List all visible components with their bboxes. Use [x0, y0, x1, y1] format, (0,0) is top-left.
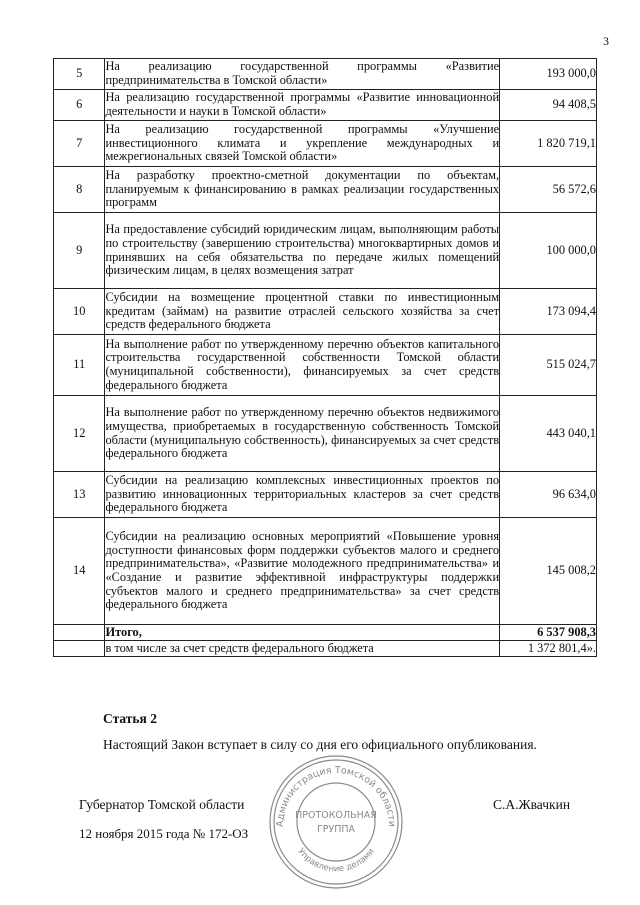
- row-amount: 173 094,4: [500, 289, 597, 335]
- table-row: [54, 396, 597, 472]
- budget-table: [53, 58, 597, 657]
- signer-name: С.А.Жвачкин: [493, 797, 571, 812]
- row-amount: 56 572,6: [500, 167, 597, 213]
- row-description: На выполнение работ по утвержденному перечню объектов капитального строительства государственной собственности Томской области (муниципальной собственности), финансируемых за счет средств федерального бюджета: [105, 335, 500, 396]
- row-description: Субсидии на возмещение процентной ставки по инвестиционным кредитам (займам) на развитие отраслей сельского хозяйства за счет средств федерального бюджета: [105, 289, 500, 335]
- federal-row: [54, 641, 597, 657]
- total-number-cell: [54, 625, 105, 641]
- total-label: Итого,: [105, 625, 500, 641]
- row-amount: 193 000,0: [500, 59, 597, 90]
- row-amount: 515 024,7: [500, 335, 597, 396]
- total-amount: 6 537 908,3: [500, 625, 597, 641]
- table-row: [54, 59, 597, 90]
- table-row: [54, 167, 597, 213]
- row-number: 10: [54, 289, 105, 335]
- row-description: На выполнение работ по утвержденному перечню объектов недвижимого имущества, приобретаемых в государственную собственность Томской области (муниципальную собственность), финансируемых за счет средств федерального бюджета: [105, 396, 500, 472]
- governor-title: Губернатор Томской области: [79, 797, 245, 812]
- seal-center-line2: ГРУППА: [316, 824, 356, 835]
- table-row: [54, 121, 597, 167]
- law-effective-text: Настоящий Закон вступает в силу со дня его официального опубликования.: [103, 737, 537, 752]
- row-description: Субсидии на реализацию основных мероприятий «Повышение уровня доступности финансовых форм поддержки субъектов малого и среднего предпринимательства», «Развитие молодежного предпринимательства» и «Создание и развитие эффективной инфраструктуры поддержки субъектов малого и среднего предпринимательства» за счет средств федерального бюджета: [105, 518, 500, 625]
- page-number: 3: [603, 34, 609, 48]
- row-number: 13: [54, 472, 105, 518]
- row-amount: 100 000,0: [500, 213, 597, 289]
- article-heading: Статья 2: [103, 711, 157, 726]
- row-description: На реализацию государственной программы «Улучшение инвестиционного климата и укрепление международных и межрегиональных связей Томской области»: [105, 121, 500, 167]
- row-description: На предоставление субсидий юридическим лицам, выполняющим работы по строительству (завершению строительства) многоквартирных домов и принявших на себя обязательства по передаче жилых помещений физическим лицам, в целях возмещения затрат: [105, 213, 500, 289]
- official-seal-stamp: [266, 752, 406, 892]
- row-description: На реализацию государственной программы «Развитие предпринимательства в Томской области»: [105, 59, 500, 90]
- seal-outer-text: Администрация Томской области: [274, 764, 398, 828]
- table-row: [54, 90, 597, 121]
- table-row: [54, 472, 597, 518]
- row-number: 12: [54, 396, 105, 472]
- row-number: 8: [54, 167, 105, 213]
- seal-bottom-text: Управление делами: [295, 846, 377, 875]
- row-description: Субсидии на реализацию комплексных инвестиционных проектов по развитию инновационных территориальных кластеров за счет средств федерального бюджета: [105, 472, 500, 518]
- federal-amount: 1 372 801,4».: [500, 641, 597, 657]
- table-row: [54, 289, 597, 335]
- row-amount: 443 040,1: [500, 396, 597, 472]
- row-number: 11: [54, 335, 105, 396]
- seal-center-ring: [297, 783, 375, 861]
- law-date-number: 12 ноября 2015 года № 172-ОЗ: [79, 826, 249, 841]
- seal-center-line1: ПРОТОКОЛЬНАЯ: [295, 810, 377, 821]
- total-row: [54, 625, 597, 641]
- row-description: На разработку проектно-сметной документации по объектам, планируемым к финансированию в рамках реализации государственных программ: [105, 167, 500, 213]
- row-description: На реализацию государственной программы «Развитие инновационной деятельности и науки в Томской области»: [105, 90, 500, 121]
- row-number: 7: [54, 121, 105, 167]
- table-row: [54, 518, 597, 625]
- row-amount: 96 634,0: [500, 472, 597, 518]
- row-amount: 94 408,5: [500, 90, 597, 121]
- federal-number-cell: [54, 641, 105, 657]
- table-row: [54, 335, 597, 396]
- federal-label: в том числе за счет средств федерального бюджета: [105, 641, 500, 657]
- table-row: [54, 213, 597, 289]
- row-number: 5: [54, 59, 105, 90]
- row-amount: 1 820 719,1: [500, 121, 597, 167]
- row-amount: 145 008,2: [500, 518, 597, 625]
- row-number: 14: [54, 518, 105, 625]
- row-number: 9: [54, 213, 105, 289]
- budget-table-body: [54, 59, 597, 657]
- row-number: 6: [54, 90, 105, 121]
